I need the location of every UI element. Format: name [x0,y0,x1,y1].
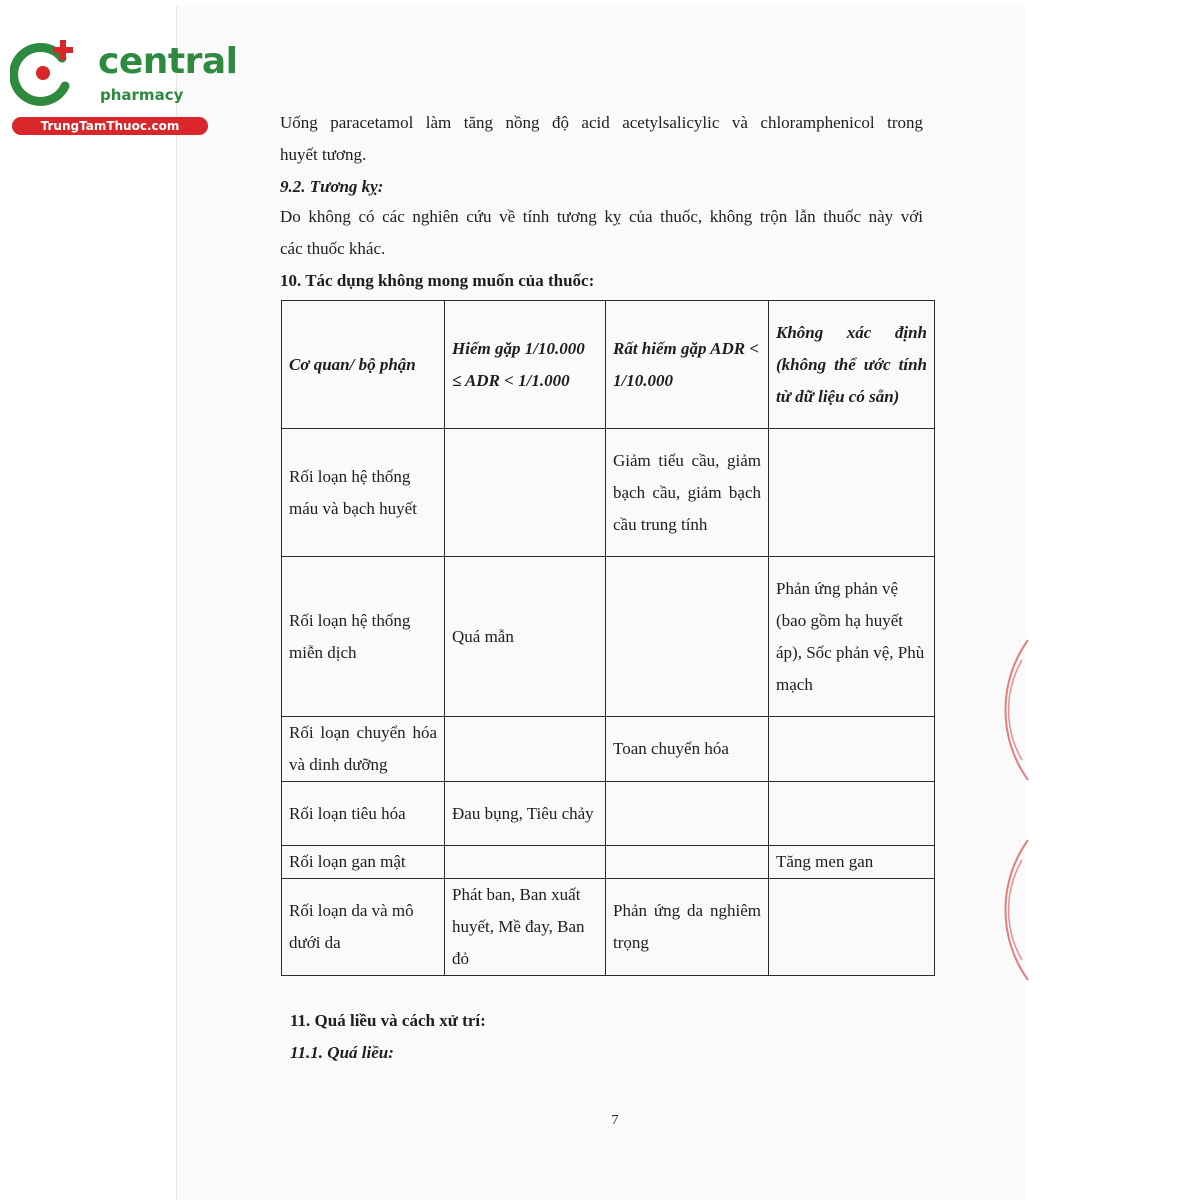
page-number: 7 [611,1113,619,1128]
table-row [282,429,935,557]
table-cell: Rối loạn da và mô dưới da [282,879,445,976]
column-header: Cơ quan/ bộ phận [282,301,445,429]
table-cell: Đau bụng, Tiêu chảy [445,782,606,846]
table-cell: Quá mẫn [445,557,606,717]
column-header: Rất hiếm gặp ADR < 1/10.000 [606,301,769,429]
table-cell [769,782,935,846]
table-row [282,846,935,879]
central-pharmacy-logo [10,36,238,136]
section-heading-11-1: 11.1. Quá liều: [290,1043,394,1062]
table-cell: Rối loạn tiêu hóa [282,782,445,846]
table-cell: Phản ứng da nghiêm trọng [606,879,769,976]
table-row [282,717,935,782]
logo-brand-text: central [98,41,238,82]
table-header-row [282,301,935,429]
table-cell [606,782,769,846]
table-cell: Toan chuyển hóa [606,717,769,782]
table-cell [445,429,606,557]
paragraph-line: Do không có các nghiên cứu về tính tương kỵ của thuốc, không trộn lẫn thuốc này với [280,207,923,226]
table-cell: Phản ứng phản vệ (bao gồm hạ huyết áp), Sốc phản vệ, Phù mạch [769,557,935,717]
column-header: Hiếm gặp 1/10.000 ≤ ADR < 1/1.000 [445,301,606,429]
table-cell: Rối loạn hệ thống máu và bạch huyết [282,429,445,557]
table-row [282,557,935,717]
paragraph-line: huyết tương. [280,145,367,164]
table-cell: Rối loạn chuyển hóa và dinh dưỡng [282,717,445,782]
table-cell [606,557,769,717]
table-cell [769,879,935,976]
table-row [282,782,935,846]
table-cell: Phát ban, Ban xuất huyết, Mề đay, Ban đỏ [445,879,606,976]
table-cell: Rối loạn gan mật [282,846,445,879]
section-heading-11: 11. Quá liều và cách xử trí: [290,1011,486,1030]
section-heading-9-2: 9.2. Tương kỵ: [280,177,384,196]
table-cell: Giảm tiểu cầu, giảm bạch cầu, giảm bạch cầu trung tính [606,429,769,557]
table-cell: Rối loạn hệ thống miễn dịch [282,557,445,717]
pharmacy-cross-logo-icon [10,36,80,106]
column-header: Không xác định (không thể ước tính từ dữ liệu có sẵn) [769,301,935,429]
adverse-reactions-table [281,300,935,976]
paragraph-line: Uống paracetamol làm tăng nồng độ acid acetylsalicylic và chloramphenicol trong [280,113,923,132]
logo-sub-text: pharmacy [100,86,184,104]
table-cell [445,717,606,782]
table-cell [769,429,935,557]
table-cell [445,846,606,879]
section-heading-10: 10. Tác dụng không mong muốn của thuốc: [280,271,595,290]
table-row [282,879,935,976]
table-cell [606,846,769,879]
table-cell [769,717,935,782]
logo-url-badge: TrungTamThuoc.com [12,117,208,135]
table-cell: Tăng men gan [769,846,935,879]
red-stamp-fragment-icon [1000,630,1030,990]
paragraph-line: các thuốc khác. [280,239,386,258]
